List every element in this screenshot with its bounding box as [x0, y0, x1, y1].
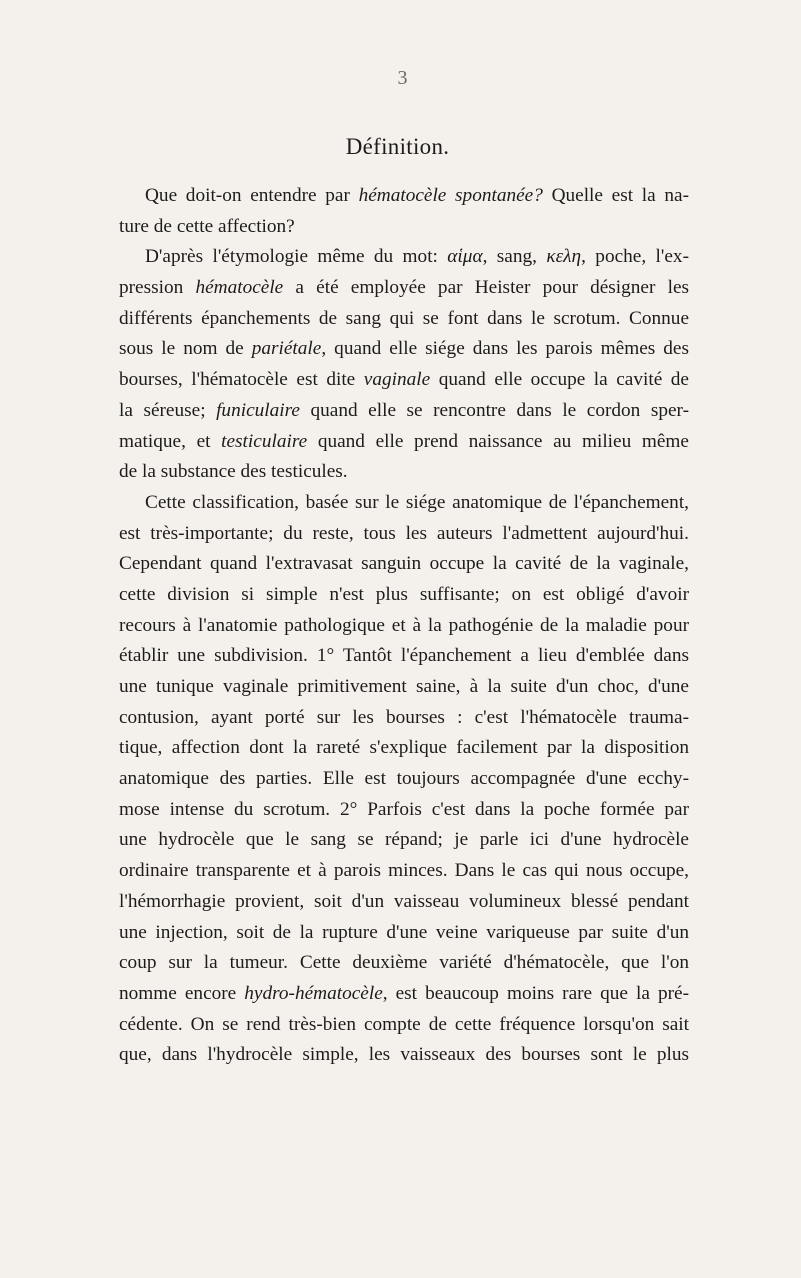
text-line — [119, 1040, 689, 1071]
text-line — [119, 672, 689, 703]
text-line — [119, 212, 689, 243]
italic-term: hydro-hématocèle — [244, 982, 383, 1004]
italic-term: κελη — [546, 246, 582, 268]
paragraph — [119, 488, 689, 1071]
page-number: 3 — [397, 67, 408, 89]
text-run: de la substance des testicules. — [119, 461, 348, 483]
text-run: que, dans l'hydrocèle simple, les vaisseaux des bourses sont le plus — [119, 1044, 689, 1066]
text-run: anatomique des parties. Elle est toujours accompagnée d'une ecchy- — [119, 768, 689, 790]
text-run: nomme encore — [119, 982, 245, 1004]
text-run: coup sur la tumeur. Cette deuxième variété d'hématocèle, que l'on — [119, 952, 689, 974]
text-run: Que doit-on entendre par — [145, 185, 359, 206]
text-run: , quand elle siége dans les parois mêmes des — [321, 338, 689, 360]
body-text — [119, 181, 689, 1071]
text-line — [119, 1010, 689, 1041]
text-line — [119, 242, 689, 273]
text-run: une hydrocèle que le sang se répand; je parle ici d'une hydrocèle — [119, 829, 689, 851]
text-run: bourses, l'hématocèle est dite — [119, 369, 364, 391]
text-line — [119, 611, 689, 642]
text-run: matique, et — [119, 430, 222, 452]
text-run: a été employée par Heister pour désigner les — [283, 277, 690, 299]
text-run: mose intense du scrotum. 2° Parfois c'est dans la poche formée par — [119, 798, 689, 820]
text-line — [119, 304, 689, 335]
text-run: D'après l'étymologie même du mot: — [145, 246, 448, 268]
text-line — [119, 979, 689, 1010]
text-line — [119, 519, 689, 550]
text-run: est très-importante; du reste, tous les auteurs l'admettent aujourd'hui. — [119, 522, 689, 544]
text-run: , est beaucoup moins rare que la pré- — [382, 982, 689, 1004]
text-line — [119, 733, 689, 764]
paragraph — [119, 242, 689, 488]
paragraph — [119, 181, 689, 242]
text-run: cédente. On se rend très-bien compte de cette fréquence lorsqu'on sait — [119, 1013, 689, 1035]
italic-term: αἱμα — [447, 246, 483, 268]
text-line — [119, 948, 689, 979]
text-line — [119, 549, 689, 580]
text-run: , poche, l'ex- — [581, 246, 689, 268]
text-run: une injection, soit de la rupture d'une veine variqueuse par suite d'un — [119, 921, 689, 943]
text-run: ordinaire transparente et à parois minces. Dans le cas qui nous occupe, — [119, 860, 689, 882]
text-run: tique, affection dont la rareté s'explique facilement par la disposition — [119, 737, 689, 759]
italic-term: funiculaire — [216, 399, 300, 421]
text-run: Cette classification, basée sur le siége anatomique de l'épanchement, — [145, 491, 689, 513]
italic-term: testiculaire — [221, 430, 308, 452]
text-run: l'hémorrhagie provient, soit d'un vaisseau volumineux blessé pendant — [119, 890, 689, 912]
text-line — [119, 334, 689, 365]
text-run: , sang, — [482, 246, 547, 268]
text-line — [119, 488, 689, 519]
italic-term: pariétale — [251, 338, 322, 360]
text-line — [119, 273, 689, 304]
text-run: quand elle prend naissance au milieu même — [307, 430, 689, 452]
text-run: Quelle est la na- — [542, 185, 689, 206]
italic-term: hématocèle — [195, 277, 284, 299]
text-line — [119, 580, 689, 611]
text-run: recours à l'anatomie pathologique et à la pathogénie de la maladie pour — [119, 614, 689, 636]
text-run: la séreuse; — [119, 399, 217, 421]
text-line — [119, 918, 689, 949]
text-run: Cependant quand l'extravasat sanguin occupe la cavité de la vaginale, — [119, 553, 689, 575]
text-line — [119, 365, 689, 396]
text-line — [119, 181, 689, 212]
section-title: Définition. — [345, 134, 450, 159]
text-run: sous le nom de — [119, 338, 252, 360]
text-line — [119, 795, 689, 826]
text-run: différents épanchements de sang qui se font dans le scrotum. Connue — [119, 307, 689, 329]
text-run: pression — [119, 277, 196, 299]
text-line — [119, 427, 689, 458]
text-run: quand elle occupe la cavité de — [430, 369, 689, 391]
text-run: contusion, ayant porté sur les bourses : c'est l'hématocèle trauma- — [119, 706, 689, 728]
text-run: quand elle se rencontre dans le cordon sper- — [299, 399, 689, 421]
text-line — [119, 457, 689, 488]
italic-term: vaginale — [363, 369, 431, 391]
text-run: cette division si simple n'est plus suffisante; on est obligé d'avoir — [119, 583, 689, 605]
text-run: établir une subdivision. 1° Tantôt l'épanchement a lieu d'emblée dans — [119, 645, 689, 667]
text-line — [119, 641, 689, 672]
text-line — [119, 887, 689, 918]
text-line — [119, 764, 689, 795]
text-run: une tunique vaginale primitivement saine, à la suite d'un choc, d'une — [119, 676, 689, 697]
text-run: ture de cette affection? — [119, 215, 295, 237]
text-line — [119, 856, 689, 887]
text-line — [119, 825, 689, 856]
italic-term: hématocèle spontanée? — [358, 185, 543, 206]
text-line — [119, 703, 689, 734]
text-line — [119, 396, 689, 427]
